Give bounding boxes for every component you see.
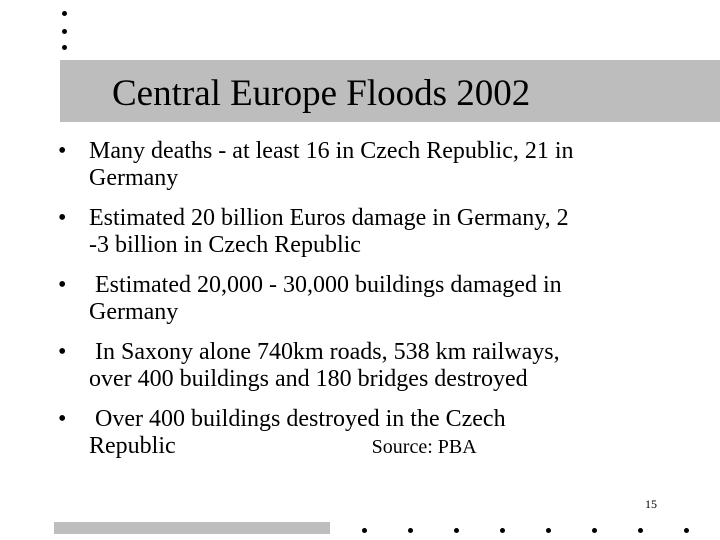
decor-dot	[592, 528, 597, 533]
bullet-text-line: -3 billion in Czech Republic	[89, 232, 361, 258]
bullet-list	[58, 138, 698, 474]
source-citation: Source: PBA	[371, 436, 477, 458]
decor-dot	[408, 528, 413, 533]
bullet-marker: •	[58, 205, 67, 231]
bullet-marker: •	[58, 272, 67, 298]
bullet-item	[58, 138, 698, 192]
decor-dot	[362, 528, 367, 533]
decor-dot	[62, 11, 67, 16]
bullet-marker: •	[58, 406, 67, 432]
bullet-item	[58, 205, 698, 259]
bullet-text-line: In Saxony alone 740km roads, 538 km railways,	[89, 339, 560, 365]
bullet-text-line: over 400 buildings and 180 bridges destroyed	[89, 366, 528, 392]
bullet-text-line: Germany	[89, 299, 179, 325]
bullet-text-line: Germany	[89, 165, 179, 191]
decor-dot	[684, 528, 689, 533]
decor-dot	[62, 45, 67, 50]
decor-dot	[638, 528, 643, 533]
decor-dot	[500, 528, 505, 533]
decor-dot	[454, 528, 459, 533]
bullet-text-line: Many deaths - at least 16 in Czech Republic, 21 in	[89, 138, 574, 164]
bullet-text-line: Estimated 20,000 - 30,000 buildings damaged in	[89, 272, 562, 298]
bullet-item	[58, 406, 698, 461]
bullet-text-line: Republic	[89, 433, 176, 459]
bottom-bar	[54, 522, 330, 534]
bullet-item	[58, 272, 698, 326]
bullet-marker: •	[58, 339, 67, 365]
bullet-text-line: Estimated 20 billion Euros damage in Germany, 2	[89, 205, 569, 231]
bullet-item	[58, 339, 698, 393]
bullet-text-line: Over 400 buildings destroyed in the Czech	[89, 406, 506, 432]
decor-dot	[62, 29, 67, 34]
decor-dot	[546, 528, 551, 533]
bullet-marker: •	[58, 138, 67, 164]
slide-title: Central Europe Floods 2002	[112, 73, 531, 114]
page-number: 15	[645, 497, 657, 511]
